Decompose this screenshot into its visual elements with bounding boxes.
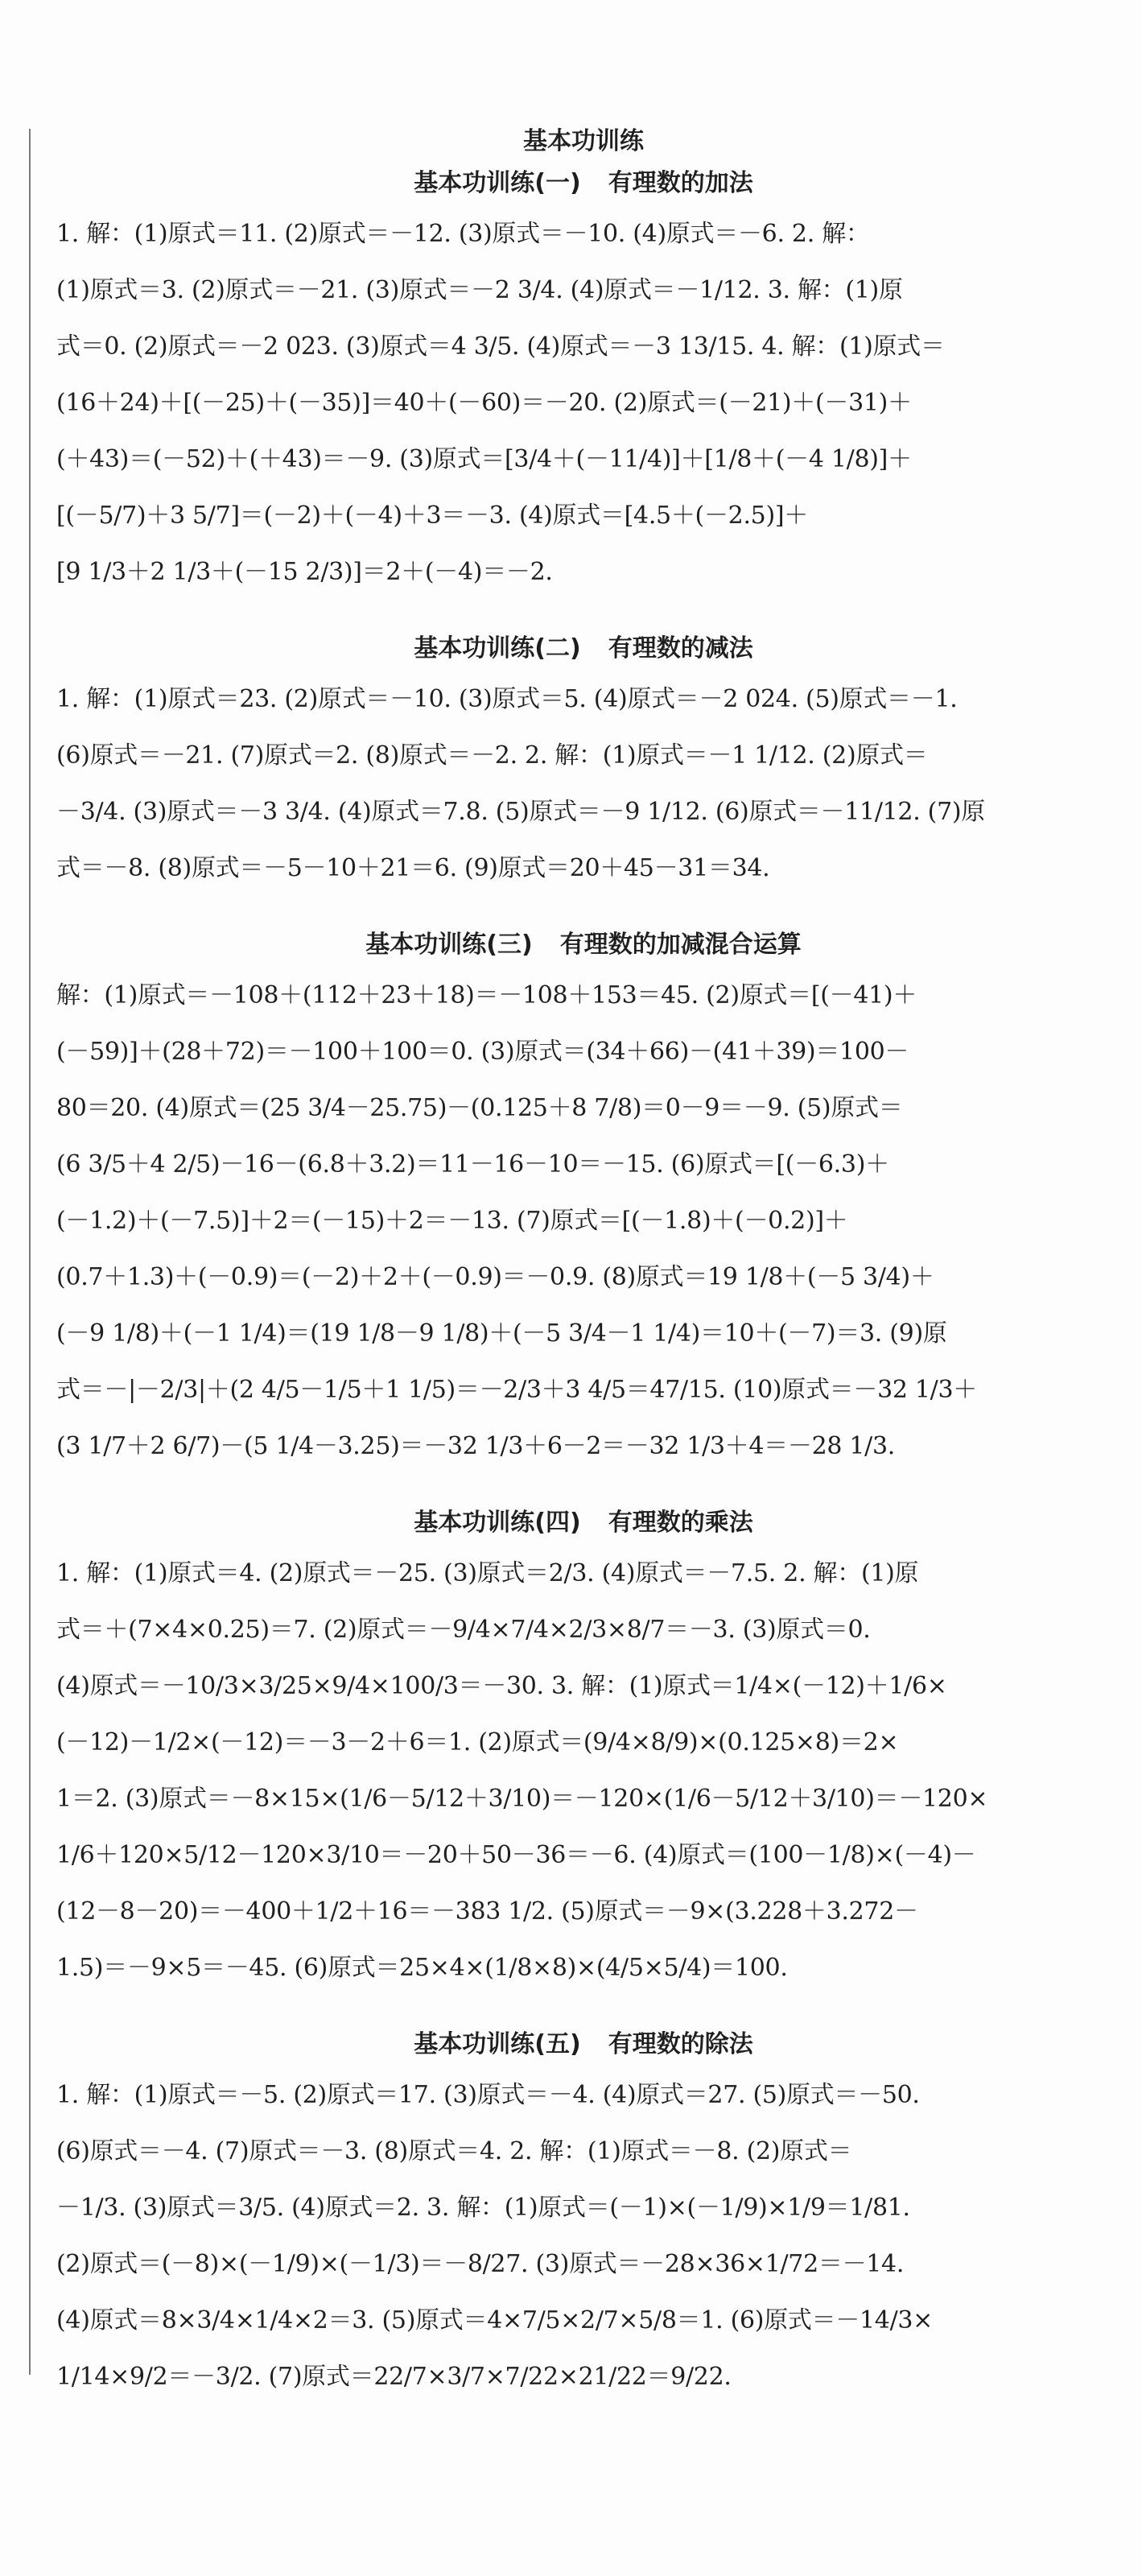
answer-line: 1. 解：(1)原式＝11. (2)原式＝－12. (3)原式＝－10. (4)原式＝－6. 2. 解： — [56, 220, 870, 248]
answer-content — [56, 121, 1111, 2433]
answer-line: －1/3. (3)原式＝3/5. (4)原式＝2. 3. 解：(1)原式＝(－1)×(－1/9)×1/9＝1/81. — [56, 2194, 910, 2222]
answer-line: 式＝0. (2)原式＝－2 023. (3)原式＝4 3/5. (4)原式＝－3 13/15. 4. 解：(1)原式＝ — [56, 332, 945, 361]
section-heading-label: 基本功训练(三) — [365, 931, 533, 959]
answer-line: 1.5)＝－9×5＝－45. (6)原式＝25×4×(1/8×8)×(4/5×5/4)＝100. — [56, 1954, 788, 1982]
answer-line: 1＝2. (3)原式＝－8×15×(1/6－5/12＋3/10)＝－120×(1/6－5/12＋3/10)＝－120× — [56, 1785, 988, 1813]
answer-line: (16＋24)＋[(－25)＋(－35)]＝40＋(－60)＝－20. (2)原式＝(－21)＋(－31)＋ — [56, 389, 912, 417]
section-topic: 有理数的减法 — [608, 634, 753, 663]
answer-line: 式＝－|－2/3|＋(2 4/5－1/5＋1 1/5)＝－2/3＋3 4/5＝47/15. (10)原式＝－32 1/3＋ — [56, 1376, 977, 1404]
answer-line: [(－5/7)＋3 5/7]＝(－2)＋(－4)＋3＝－3. (4)原式＝[4.5＋(－2.5)]＋ — [56, 502, 808, 530]
answer-line: －3/4. (3)原式＝－3 3/4. (4)原式＝7.8. (5)原式＝－9 1/12. (6)原式＝－11/12. (7)原 — [56, 798, 985, 826]
page-title: 基本功训练 — [523, 127, 644, 155]
answer-line: 1. 解：(1)原式＝23. (2)原式＝－10. (3)原式＝5. (4)原式＝－2 024. (5)原式＝－1. — [56, 685, 958, 713]
left-margin-rule — [29, 129, 31, 2375]
section-heading-label: 基本功训练(四) — [414, 1509, 581, 1537]
section-heading — [56, 163, 1111, 198]
answer-line: (－59)]＋(28＋72)＝－100＋100＝0. (3)原式＝(34＋66)－(41＋39)＝100－ — [56, 1038, 909, 1066]
exercise-section — [56, 1502, 1111, 1996]
answer-line: (－9 1/8)＋(－1 1/4)＝(19 1/8－9 1/8)＋(－5 3/4－1 1/4)＝10＋(－7)＝3. (9)原 — [56, 1319, 947, 1348]
answer-line: 式＝－8. (8)原式＝－5－10＋21＝6. (9)原式＝20＋45－31＝34. — [56, 854, 770, 882]
section-topic: 有理数的加减混合运算 — [559, 931, 802, 959]
answer-line: (－12)－1/2×(－12)＝－3－2＋6＝1. (2)原式＝(9/4×8/9)×(0.125×8)＝2× — [56, 1728, 899, 1757]
answer-line: (－1.2)＋(－7.5)]＋2＝(－15)＋2＝－13. (7)原式＝[(－1.8)＋(－0.2)]＋ — [56, 1207, 848, 1235]
section-heading — [56, 628, 1111, 663]
answer-line: (2)原式＝(－8)×(－1/9)×(－1/3)＝－8/27. (3)原式＝－28×36×1/72＝－14. — [56, 2250, 905, 2278]
answer-line: 1/6＋120×5/12－120×3/10＝－20＋50－36＝－6. (4)原式＝(100－1/8)×(－4)－ — [56, 1841, 976, 1869]
section-heading-label: 基本功训练(二) — [414, 634, 581, 663]
answer-line: 1/14×9/2＝－3/2. (7)原式＝22/7×3/7×7/22×21/22＝9/22. — [56, 2363, 732, 2391]
answer-line: [9 1/3＋2 1/3＋(－15 2/3)]＝2＋(－4)＝－2. — [56, 558, 553, 586]
answer-line: (12－8－20)＝－400＋1/2＋16＝－383 1/2. (5)原式＝－9×(3.228＋3.272－ — [56, 1897, 918, 1926]
answer-line: (＋43)＝(－52)＋(＋43)＝－9. (3)原式＝[3/4＋(－11/4)]＋[1/8＋(－4 1/8)]＋ — [56, 445, 912, 473]
answer-line: (6)原式＝－4. (7)原式＝－3. (8)原式＝4. 2. 解：(1)原式＝－8. (2)原式＝ — [56, 2137, 852, 2165]
exercise-section — [56, 628, 1111, 897]
section-heading — [56, 1502, 1111, 1538]
section-heading — [56, 924, 1111, 960]
exercise-section — [56, 2024, 1111, 2405]
answer-line: 1. 解：(1)原式＝4. (2)原式＝－25. (3)原式＝2/3. (4)原式＝－7.5. 2. 解：(1)原 — [56, 1559, 919, 1587]
answer-line: (1)原式＝3. (2)原式＝－21. (3)原式＝－2 3/4. (4)原式＝－1/12. 3. 解：(1)原 — [56, 276, 903, 304]
exercise-section — [56, 924, 1111, 1475]
answer-line: 式＝＋(7×4×0.25)＝7. (2)原式＝－9/4×7/4×2/3×8/7＝－3. (3)原式＝0. — [56, 1616, 871, 1644]
section-topic: 有理数的乘法 — [608, 1509, 753, 1537]
section-heading — [56, 2024, 1111, 2059]
answer-line: 解：(1)原式＝－108＋(112＋23＋18)＝－108＋153＝45. (2)原式＝[(－41)＋ — [56, 981, 917, 1009]
answer-line: 1. 解：(1)原式＝－5. (2)原式＝17. (3)原式＝－4. (4)原式＝27. (5)原式＝－50. — [56, 2081, 920, 2109]
answer-line: (6 3/5＋4 2/5)－16－(6.8＋3.2)＝11－16－10＝－15. (6)原式＝[(－6.3)＋ — [56, 1150, 889, 1179]
section-heading-label: 基本功训练(一) — [414, 169, 581, 197]
section-topic: 有理数的加法 — [608, 169, 753, 197]
answer-line: (4)原式＝8×3/4×1/4×2＝3. (5)原式＝4×7/5×2/7×5/8＝1. (6)原式＝－14/3× — [56, 2306, 933, 2334]
exercise-section — [56, 163, 1111, 601]
sections-container — [56, 163, 1111, 2405]
answer-line: (6)原式＝－21. (7)原式＝2. (8)原式＝－2. 2. 解：(1)原式＝－1 1/12. (2)原式＝ — [56, 741, 928, 770]
section-topic: 有理数的除法 — [608, 2030, 753, 2058]
answer-line: 80＝20. (4)原式＝(25 3/4－25.75)－(0.125＋8 7/8)＝0－9＝－9. (5)原式＝ — [56, 1094, 903, 1122]
section-heading-label: 基本功训练(五) — [414, 2030, 581, 2058]
answer-line: (3 1/7＋2 6/7)－(5 1/4－3.25)＝－32 1/3＋6－2＝－32 1/3＋4＝－28 1/3. — [56, 1432, 895, 1460]
answer-line: (4)原式＝－10/3×3/25×9/4×100/3＝－30. 3. 解：(1)原式＝1/4×(－12)＋1/6× — [56, 1672, 947, 1700]
answer-line: (0.7＋1.3)＋(－0.9)＝(－2)＋2＋(－0.9)＝－0.9. (8)原式＝19 1/8＋(－5 3/4)＋ — [56, 1263, 934, 1291]
